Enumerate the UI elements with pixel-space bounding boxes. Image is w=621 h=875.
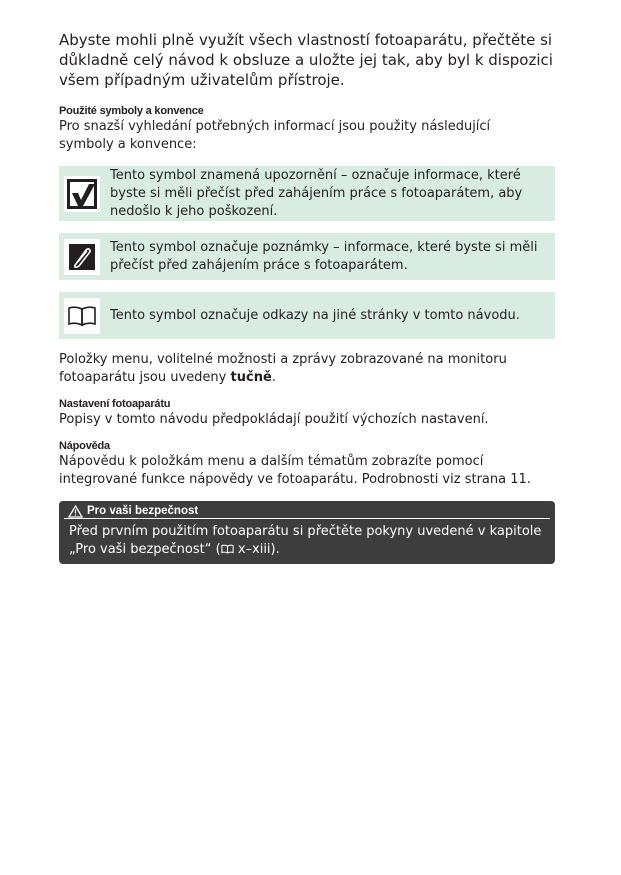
settings-text: Popisy v tomto návodu předpokládají použití výchozích nastavení. bbox=[59, 412, 489, 427]
help-text: Nápovědu k položkám menu a dalším tématům zobrazíte pomocí integrované funkce nápovědy ve fotoaparátu. Podrobnosti viz strana 11. bbox=[59, 454, 531, 487]
settings-heading: Nastavení fotoaparátu bbox=[59, 398, 171, 410]
reference-box bbox=[59, 292, 555, 339]
caution-text: Tento symbol znamená upozornění – označuje informace, které byste si měli přečíst před zahájením práce s fotoaparátem, aby nedošlo k jeho poškození. bbox=[110, 167, 523, 219]
help-heading: Nápověda bbox=[59, 440, 110, 452]
safety-box bbox=[59, 501, 555, 564]
manual-page bbox=[59, 30, 555, 564]
warning-icon bbox=[68, 505, 83, 518]
caution-box bbox=[59, 166, 555, 221]
menu-text-bold: tučně bbox=[230, 370, 272, 385]
safety-header bbox=[64, 504, 550, 519]
reference-text: Tento symbol označuje odkazy na jiné stránky v tomto návodu. bbox=[110, 307, 520, 323]
menu-text-after: . bbox=[271, 370, 276, 385]
pencil-icon bbox=[71, 246, 93, 268]
pencil-icon-frame bbox=[64, 239, 100, 275]
symbols-text: Pro snazší vyhledání potřebných informací jsou použity následující symboly a konvence: bbox=[59, 119, 491, 152]
book-icon bbox=[221, 544, 234, 554]
intro-paragraph: Abyste mohli plně využít všech vlastností fotoaparátu, přečtěte si důkladně celý návod k obsluze a uložte jej tak, aby byl k dispozici všem případným uživatelům přístroje. bbox=[59, 31, 553, 89]
safety-heading: Pro vaši bezpečnost bbox=[87, 505, 199, 517]
book-icon bbox=[67, 305, 97, 327]
note-text: Tento symbol označuje poznámky – informace, které byste si měli přečíst před zahájením práce s fotoaparátem. bbox=[110, 239, 538, 273]
note-box bbox=[59, 233, 555, 280]
checkmark-icon bbox=[67, 179, 97, 209]
menu-text-before: Položky menu, volitelné možnosti a zprávy zobrazované na monitoru fotoaparátu jsou uvedeny bbox=[59, 352, 507, 385]
safety-text bbox=[59, 523, 555, 559]
safety-text-before: Před prvním použitím fotoaparátu si přečtěte pokyny uvedené v kapitole „Pro vaši bezpečnost“ ( bbox=[69, 524, 542, 557]
menu-text bbox=[59, 351, 555, 387]
checkmark-icon-frame bbox=[64, 176, 100, 212]
book-icon-frame bbox=[64, 298, 100, 334]
safety-text-after: x–xiii). bbox=[233, 542, 280, 557]
symbols-heading: Použité symboly a konvence bbox=[59, 105, 204, 117]
